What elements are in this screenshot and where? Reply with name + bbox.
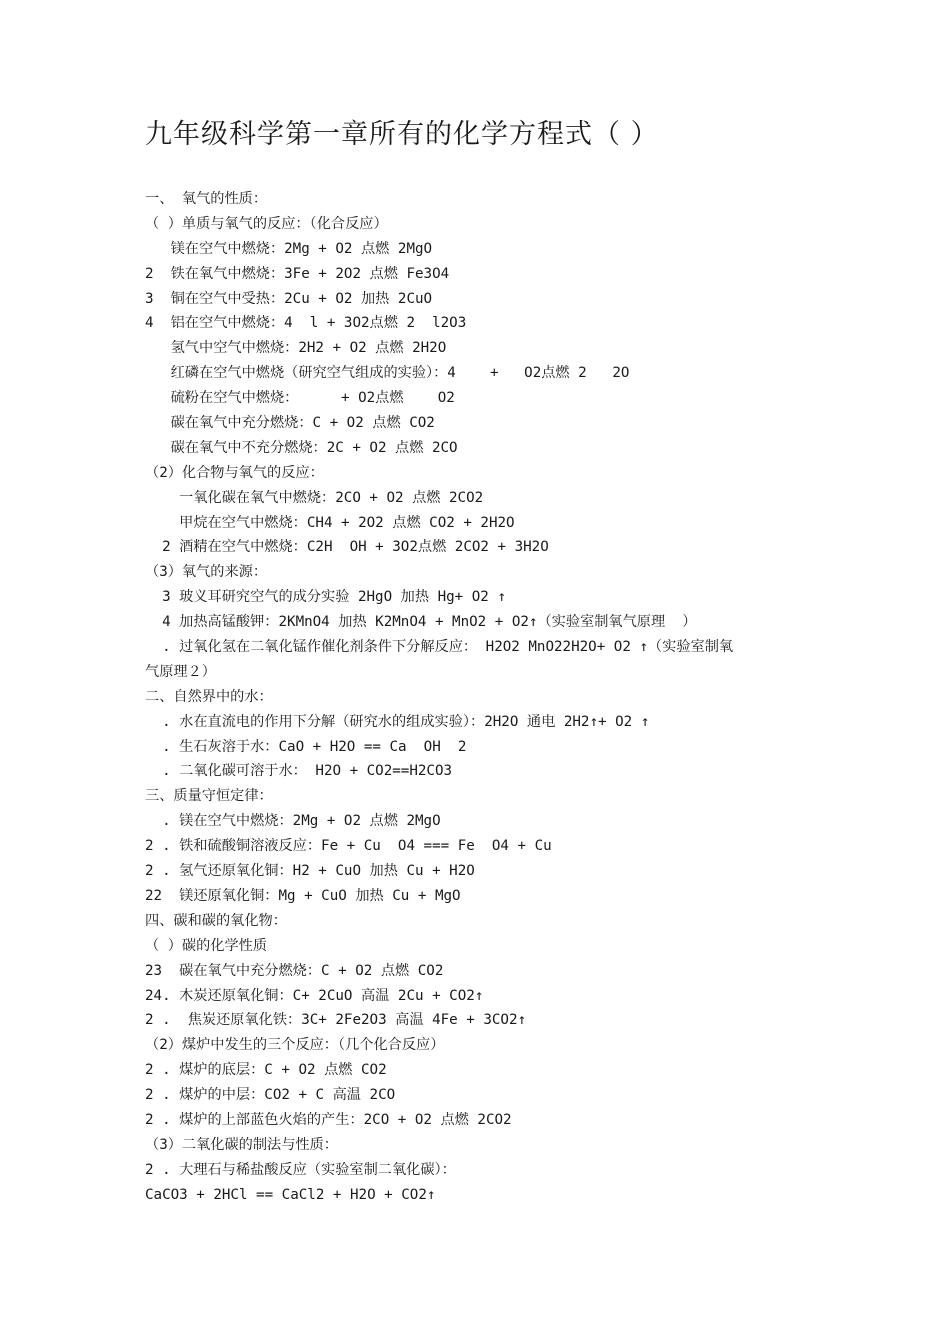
text-line: （2）煤炉中发生的三个反应：（几个化合反应） xyxy=(145,1037,445,1054)
equation-list xyxy=(145,187,845,1208)
text-line: . 二氧化碳可溶于水： H2O + CO2==H2CO3 xyxy=(145,763,453,780)
text-line: . 过氧化氢在二氧化锰作催化剂条件下分解反应： H2O2 MnO22H2O+ O2 ↑（实验室制氧 xyxy=(145,639,734,656)
text-line: 碳在氧气中不充分燃烧：2C + O2 点燃 2CO xyxy=(145,439,458,456)
text-line: 3 铜在空气中受热：2Cu + O2 加热 2CuO xyxy=(145,290,433,307)
text-line: 氢气中空气中燃烧：2H2 + O2 点燃 2H2O xyxy=(145,340,447,357)
text-line: 2 . 大理石与稀盐酸反应（实验室制二氧化碳）： xyxy=(145,1161,456,1178)
text-line: 22 镁还原氧化铜：Mg + CuO 加热 Cu + MgO xyxy=(145,887,461,904)
text-line: 红磷在空气中燃烧（研究空气组成的实验）：4 + O2点燃 2 2O xyxy=(145,365,630,382)
text-line: 一氧化碳在氧气中燃烧：2CO + O2 点燃 2CO2 xyxy=(145,489,484,506)
document-title: 九年级科学第一章所有的化学方程式（ ） xyxy=(145,119,659,150)
text-line: （ ）单质与氧气的反应：（化合反应） xyxy=(145,215,388,232)
text-line: 2 铁在氧气中燃烧：3Fe + 2O2 点燃 Fe3O4 xyxy=(145,265,450,282)
text-line: 四、碳和碳的氧化物： xyxy=(145,912,287,929)
text-line: 23 碳在氧气中充分燃烧：C + O2 点燃 CO2 xyxy=(145,962,444,979)
text-line: . 镁在空气中燃烧：2Mg + O2 点燃 2MgO xyxy=(145,813,441,830)
text-line: 三、质量守恒定律： xyxy=(145,788,273,805)
text-line: 4 加热高锰酸钾：2KMnO4 加热 K2MnO4 + MnO2 + O2↑（实验室制氧气原理 ） xyxy=(145,614,697,631)
text-line: 2 酒精在空气中燃烧：C2H OH + 3O2点燃 2CO2 + 3H2O xyxy=(145,539,549,556)
text-line: 2 . 氢气还原氧化铜：H2 + CuO 加热 Cu + H2O xyxy=(145,863,475,880)
text-line: 2 . 煤炉的上部蓝色火焰的产生：2CO + O2 点燃 2CO2 xyxy=(145,1111,512,1128)
text-line: 甲烷在空气中燃烧：CH4 + 2O2 点燃 CO2 + 2H2O xyxy=(145,514,515,531)
text-line: 3 玻义耳研究空气的成分实验 2HgO 加热 Hg+ O2 ↑ xyxy=(145,589,506,606)
text-line: . 生石灰溶于水：CaO + H2O == Ca OH 2 xyxy=(145,738,467,755)
text-line: 2 . 煤炉的底层：C + O2 点燃 CO2 xyxy=(145,1062,387,1079)
text-line: 24. 木炭还原氧化铜：C+ 2CuO 高温 2Cu + CO2↑ xyxy=(145,987,484,1004)
text-line: （2）化合物与氧气的反应： xyxy=(145,464,324,481)
text-line: 一、 氧气的性质： xyxy=(145,191,268,207)
text-line: 镁在空气中燃烧：2Mg + O2 点燃 2MgO xyxy=(145,240,433,257)
text-line: 碳在氧气中充分燃烧：C + O2 点燃 CO2 xyxy=(145,415,435,432)
text-line: 4 铝在空气中燃烧：4 l + 3O2点燃 2 l2O3 xyxy=(145,315,467,332)
text-line: （ ）碳的化学性质 xyxy=(145,937,268,954)
text-line: （3）氧气的来源： xyxy=(145,564,268,581)
text-line: 2 . 煤炉的中层：CO2 + C 高温 2CO xyxy=(145,1087,396,1104)
text-line: . 水在直流电的作用下分解（研究水的组成实验）：2H2O 通电 2H2↑+ O2 ↑ xyxy=(145,713,650,730)
text-line: 硫粉在空气中燃烧： + O2点燃 O2 xyxy=(145,390,455,407)
text-line: （3）二氧化碳的制法与性质： xyxy=(145,1136,338,1153)
text-line: 气原理２） xyxy=(145,663,216,680)
text-line: CaCO3 + 2HCl == CaCl2 + H2O + CO2↑ xyxy=(145,1186,436,1203)
text-line: 2 . 焦炭还原氧化铁：3C+ 2Fe2O3 高温 4Fe + 3CO2↑ xyxy=(145,1012,527,1029)
text-line: 二、自然界中的水： xyxy=(145,688,273,705)
text-line: 2 . 铁和硫酸铜溶液反应：Fe + Cu O4 === Fe O4 + Cu xyxy=(145,838,552,855)
